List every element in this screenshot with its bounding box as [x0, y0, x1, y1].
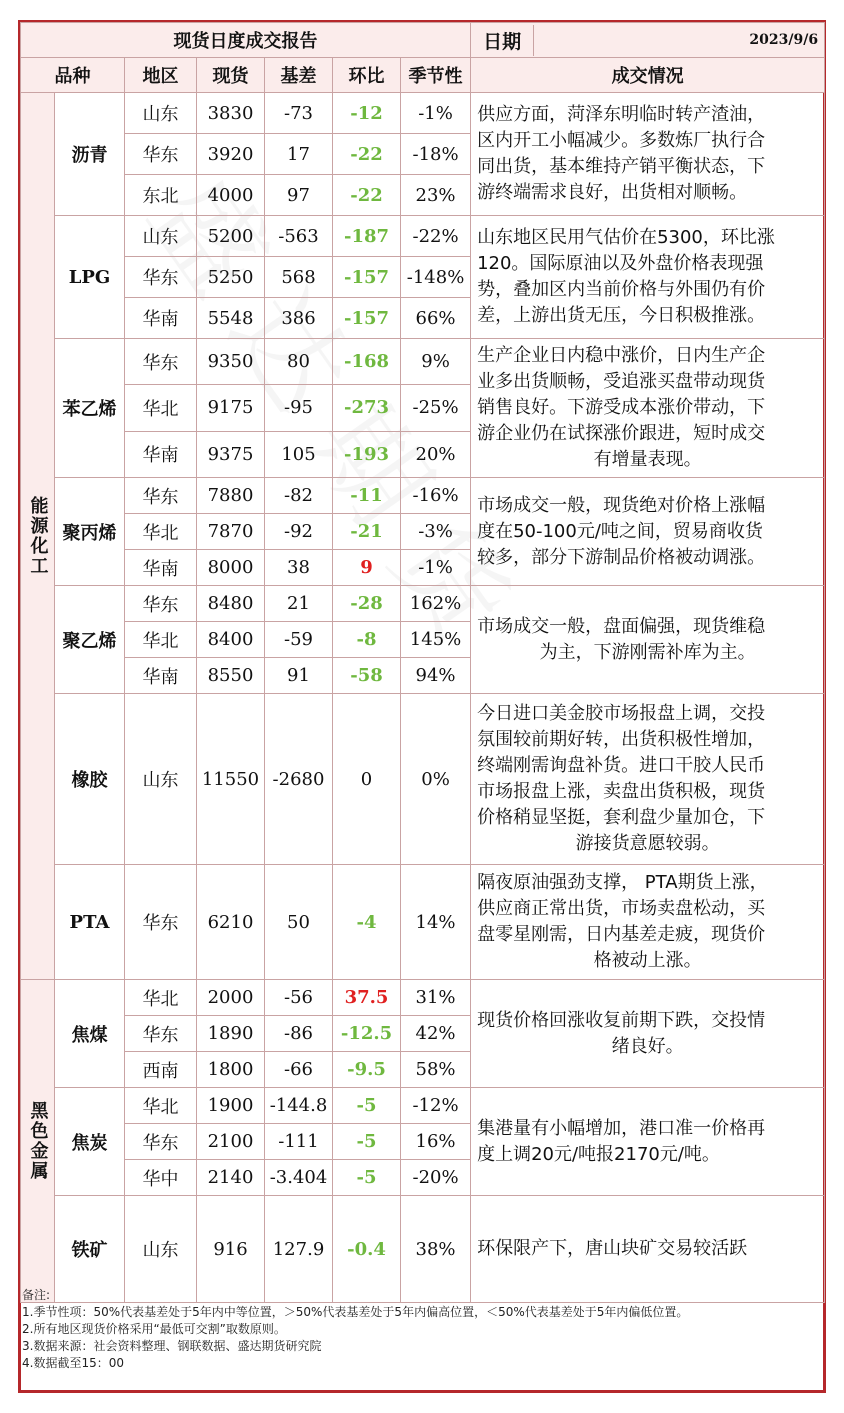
seasonal-cell: 0%	[401, 694, 471, 865]
spot-cell: 2100	[197, 1124, 265, 1160]
mom-cell: 9	[333, 550, 401, 586]
mom-cell: -5	[333, 1160, 401, 1196]
seasonal-cell: 20%	[401, 431, 471, 477]
deal-description	[471, 586, 825, 694]
region-cell: 华中	[125, 1160, 197, 1196]
spot-cell: 4000	[197, 175, 265, 216]
seasonal-cell: 9%	[401, 339, 471, 385]
seasonal-cell: 94%	[401, 658, 471, 694]
description-line: 终端刚需询盘补货。进口干胶人民币	[477, 755, 766, 776]
description-line: 较多，部分下游制品价格被动调涨。	[477, 546, 766, 568]
mom-cell: 37.5	[333, 980, 401, 1016]
description-line: 盘零星刚需，日内基差走疲，现货价	[477, 924, 766, 945]
basis-cell: 568	[265, 257, 333, 298]
description-line: 生产企业日内稳中涨价，日内生产企	[477, 345, 766, 366]
spot-cell: 1890	[197, 1016, 265, 1052]
table-row	[21, 694, 825, 865]
product-name: LPG	[55, 216, 125, 339]
region-cell: 山东	[125, 1196, 197, 1303]
basis-cell: -92	[265, 514, 333, 550]
mom-cell: -21	[333, 514, 401, 550]
col-header-seasonal: 季节性	[401, 58, 471, 93]
basis-cell: 21	[265, 586, 333, 622]
seasonal-cell: -3%	[401, 514, 471, 550]
mom-cell: -193	[333, 431, 401, 477]
description-line: 销售良好。下游受成本涨价带动，下	[477, 397, 766, 418]
notes	[22, 1287, 822, 1372]
region-cell: 华北	[125, 1088, 197, 1124]
description-line: 为主，下游刚需补库为主。	[539, 641, 756, 663]
description-line: 环保限产下，唐山块矿交易较活跃	[477, 1238, 748, 1259]
basis-cell: -56	[265, 980, 333, 1016]
note-item: 2.所有地区现货价格采用“最低可交割”取数原则。	[22, 1322, 286, 1336]
col-header-spot: 现货	[197, 58, 265, 93]
seasonal-cell: 145%	[401, 622, 471, 658]
seasonal-cell: -20%	[401, 1160, 471, 1196]
product-name: 苯乙烯	[55, 339, 125, 478]
basis-cell: 105	[265, 431, 333, 477]
basis-cell: -144.8	[265, 1088, 333, 1124]
region-cell: 山东	[125, 694, 197, 865]
region-cell: 西南	[125, 1052, 197, 1088]
seasonal-cell: -12%	[401, 1088, 471, 1124]
mom-cell: -12.5	[333, 1016, 401, 1052]
basis-cell: -95	[265, 385, 333, 431]
product-name: 聚丙烯	[55, 478, 125, 586]
description-line: 集港量有小幅增加，港口准一价格再	[477, 1117, 766, 1139]
region-cell: 山东	[125, 93, 197, 134]
basis-cell: 50	[265, 865, 333, 980]
spot-cell: 1900	[197, 1088, 265, 1124]
mom-cell: -5	[333, 1088, 401, 1124]
region-cell: 华东	[125, 339, 197, 385]
description-line: 供应方面，菏泽东明临时转产渣油，	[477, 104, 766, 125]
col-header-region: 地区	[125, 58, 197, 93]
seasonal-cell: 58%	[401, 1052, 471, 1088]
basis-cell: 38	[265, 550, 333, 586]
region-cell: 华南	[125, 550, 197, 586]
deal-description	[471, 93, 825, 216]
deal-description	[471, 216, 825, 339]
description-line: 格被动上涨。	[593, 950, 702, 971]
description-line: 有增量表现。	[593, 449, 702, 470]
mom-cell: -12	[333, 93, 401, 134]
spot-cell: 9375	[197, 431, 265, 477]
product-name: 焦煤	[55, 980, 125, 1088]
seasonal-cell: -1%	[401, 93, 471, 134]
description-line: 差，上游出货无压，今日积极推涨。	[477, 305, 766, 326]
table-row	[21, 478, 825, 514]
basis-cell: 386	[265, 298, 333, 339]
basis-cell: 91	[265, 658, 333, 694]
date-label: 日期	[471, 25, 534, 56]
note-item: 3.数据来源：社会资料整理、钢联数据、盛达期货研究院	[22, 1339, 322, 1353]
description-line: 度上调20元/吨报2170元/吨。	[477, 1143, 720, 1165]
seasonal-cell: 31%	[401, 980, 471, 1016]
seasonal-cell: 42%	[401, 1016, 471, 1052]
mom-cell: -0.4	[333, 1196, 401, 1303]
col-header-mom: 环比	[333, 58, 401, 93]
mom-cell: -11	[333, 478, 401, 514]
table-row	[21, 586, 825, 622]
region-cell: 华南	[125, 431, 197, 477]
seasonal-cell: 162%	[401, 586, 471, 622]
product-name: 聚乙烯	[55, 586, 125, 694]
seasonal-cell: -16%	[401, 478, 471, 514]
seasonal-cell: 23%	[401, 175, 471, 216]
spot-cell: 8400	[197, 622, 265, 658]
spot-report-table	[20, 22, 825, 1303]
description-line: 业多出货顺畅，受追涨买盘带动现货	[477, 371, 766, 392]
mom-cell: -58	[333, 658, 401, 694]
date-value: 2023/9/6	[749, 32, 819, 48]
seasonal-cell: -18%	[401, 134, 471, 175]
basis-cell: 17	[265, 134, 333, 175]
seasonal-cell: -1%	[401, 550, 471, 586]
seasonal-cell: -148%	[401, 257, 471, 298]
description-line: 氛围较前期好转，出货积极性增加，	[477, 729, 766, 750]
deal-description	[471, 1088, 825, 1196]
spot-cell: 2140	[197, 1160, 265, 1196]
description-line: 势，叠加区内当前价格与外围仍有价	[477, 279, 766, 300]
description-line: 山东地区民用气估价在5300，环比涨	[477, 227, 775, 248]
region-cell: 华北	[125, 385, 197, 431]
spot-cell: 9175	[197, 385, 265, 431]
table-row	[21, 93, 825, 134]
region-cell: 华东	[125, 257, 197, 298]
deal-description	[471, 865, 825, 980]
spot-cell: 6210	[197, 865, 265, 980]
report-title: 现货日度成交报告	[21, 23, 471, 58]
region-cell: 华北	[125, 514, 197, 550]
region-cell: 华南	[125, 658, 197, 694]
description-line: 隔夜原油强劲支撑， PTA期货上涨，	[477, 872, 768, 893]
region-cell: 华北	[125, 980, 197, 1016]
table-row	[21, 865, 825, 980]
description-line: 今日进口美金胶市场报盘上调，交投	[477, 703, 766, 724]
spot-cell: 11550	[197, 694, 265, 865]
basis-cell: -59	[265, 622, 333, 658]
basis-cell: -2680	[265, 694, 333, 865]
region-cell: 华东	[125, 134, 197, 175]
description-line: 绪良好。	[611, 1035, 684, 1057]
mom-cell: 0	[333, 694, 401, 865]
product-name: 焦炭	[55, 1088, 125, 1196]
table-row	[21, 339, 825, 385]
spot-cell: 1800	[197, 1052, 265, 1088]
spot-cell: 916	[197, 1196, 265, 1303]
seasonal-cell: 66%	[401, 298, 471, 339]
col-header-basis: 基差	[265, 58, 333, 93]
region-cell: 华南	[125, 298, 197, 339]
seasonal-cell: 16%	[401, 1124, 471, 1160]
description-line: 市场报盘上涨，卖盘出货积极，现货	[477, 781, 766, 802]
mom-cell: -157	[333, 257, 401, 298]
region-cell: 山东	[125, 216, 197, 257]
spot-cell: 5548	[197, 298, 265, 339]
mom-cell: -28	[333, 586, 401, 622]
mom-cell: -8	[333, 622, 401, 658]
basis-cell: 97	[265, 175, 333, 216]
seasonal-cell: -22%	[401, 216, 471, 257]
col-header-deal: 成交情况	[471, 58, 825, 93]
mom-cell: -22	[333, 134, 401, 175]
basis-cell: -86	[265, 1016, 333, 1052]
spot-cell: 3830	[197, 93, 265, 134]
title-row	[21, 23, 825, 58]
basis-cell: -73	[265, 93, 333, 134]
description-line: 市场成交一般，现货绝对价格上涨幅	[477, 494, 766, 516]
deal-description	[471, 980, 825, 1088]
table-row	[21, 216, 825, 257]
mom-cell: -187	[333, 216, 401, 257]
region-cell: 华东	[125, 1124, 197, 1160]
product-name: PTA	[55, 865, 125, 980]
spot-cell: 8000	[197, 550, 265, 586]
description-line: 游接货意愿较弱。	[575, 833, 720, 854]
mom-cell: -157	[333, 298, 401, 339]
table-row	[21, 1088, 825, 1124]
group-label: 黑色金属	[21, 980, 55, 1303]
spot-cell: 5250	[197, 257, 265, 298]
group-label: 能源化工	[21, 93, 55, 980]
basis-cell: -82	[265, 478, 333, 514]
deal-description	[471, 339, 825, 478]
region-cell: 华北	[125, 622, 197, 658]
note-item: 4.数据截至15：00	[22, 1356, 124, 1370]
header-row	[21, 58, 825, 93]
basis-cell: -66	[265, 1052, 333, 1088]
notes-heading: 备注:	[22, 1288, 51, 1302]
region-cell: 东北	[125, 175, 197, 216]
mom-cell: -168	[333, 339, 401, 385]
basis-cell: 127.9	[265, 1196, 333, 1303]
spot-cell: 9350	[197, 339, 265, 385]
seasonal-cell: -25%	[401, 385, 471, 431]
spot-cell: 2000	[197, 980, 265, 1016]
region-cell: 华东	[125, 1016, 197, 1052]
note-item: 1.季节性项：50%代表基差处于5年内中等位置，＞50%代表基差处于5年内偏高位置，＜50%代表基差处于5年内偏低位置。	[22, 1305, 689, 1319]
spot-cell: 8480	[197, 586, 265, 622]
region-cell: 华东	[125, 865, 197, 980]
spot-cell: 3920	[197, 134, 265, 175]
description-line: 度在50-100元/吨之间，贸易商收货	[477, 520, 763, 542]
spot-cell: 7870	[197, 514, 265, 550]
description-line: 市场成交一般，盘面偏强，现货维稳	[477, 615, 766, 637]
description-line: 供应商正常出货，市场卖盘松动，买	[477, 898, 766, 919]
spot-cell: 7880	[197, 478, 265, 514]
basis-cell: -563	[265, 216, 333, 257]
mom-cell: -5	[333, 1124, 401, 1160]
mom-cell: -273	[333, 385, 401, 431]
description-line: 游终端需求良好，出货相对顺畅。	[477, 182, 748, 203]
basis-cell: 80	[265, 339, 333, 385]
description-line: 游企业仍在试探涨价跟进，短时成交	[477, 423, 766, 444]
product-name: 铁矿	[55, 1196, 125, 1303]
table-row	[21, 980, 825, 1016]
deal-description	[471, 694, 825, 865]
mom-cell: -9.5	[333, 1052, 401, 1088]
description-line: 现货价格回涨收复前期下跌，交投情	[477, 1009, 766, 1031]
description-line: 价格稍显坚挺，套利盘少量加仓，下	[477, 807, 766, 828]
spot-cell: 5200	[197, 216, 265, 257]
col-header-product: 品种	[21, 58, 125, 93]
product-name: 沥青	[55, 93, 125, 216]
basis-cell: -111	[265, 1124, 333, 1160]
basis-cell: -3.404	[265, 1160, 333, 1196]
description-line: 同出货，基本维持产销平衡状态，下	[477, 156, 766, 177]
description-line: 120。国际原油以及外盘价格表现强	[477, 253, 764, 274]
mom-cell: -22	[333, 175, 401, 216]
spot-cell: 8550	[197, 658, 265, 694]
seasonal-cell: 38%	[401, 1196, 471, 1303]
product-name: 橡胶	[55, 694, 125, 865]
seasonal-cell: 14%	[401, 865, 471, 980]
region-cell: 华东	[125, 586, 197, 622]
description-line: 区内开工小幅减少。多数炼厂执行合	[477, 130, 766, 151]
region-cell: 华东	[125, 478, 197, 514]
deal-description	[471, 478, 825, 586]
mom-cell: -4	[333, 865, 401, 980]
